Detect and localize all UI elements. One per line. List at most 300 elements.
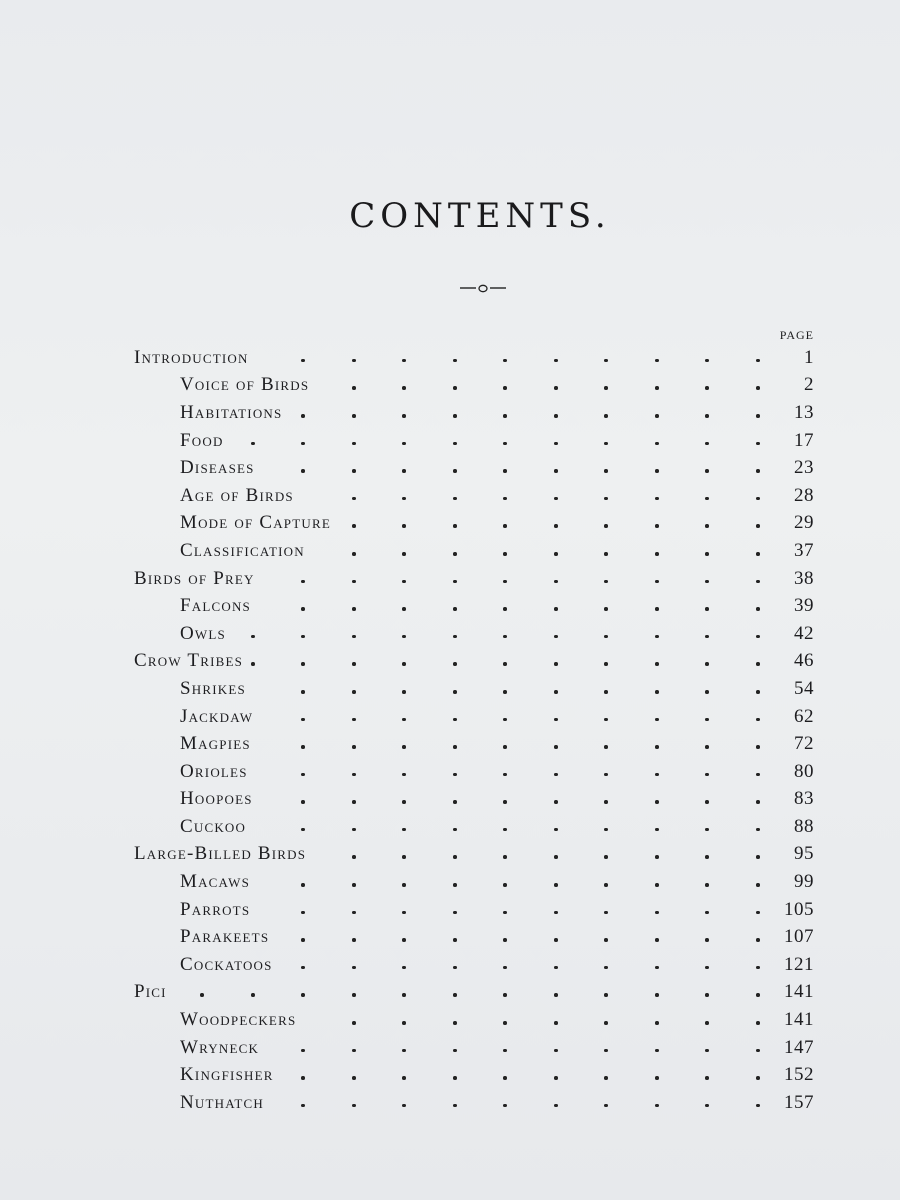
leader-dot: [756, 414, 760, 418]
leader-dot: [503, 773, 507, 777]
leader-dot: [655, 552, 659, 556]
leader-dot: [453, 745, 457, 749]
leader-dot: [756, 359, 760, 363]
leader-dot: [756, 883, 760, 887]
leader-dot: [756, 1076, 760, 1080]
leader-dot: [352, 1104, 356, 1108]
leader-dot: [604, 552, 608, 556]
leader-dot: [655, 469, 659, 473]
toc-entry-title: Jackdaw: [180, 705, 254, 727]
leader-dot: [251, 993, 255, 997]
leader-dot: [604, 911, 608, 915]
dot-leader: [0, 399, 900, 427]
toc-entry: [0, 592, 900, 620]
leader-dot: [756, 607, 760, 611]
leader-dot: [402, 414, 406, 418]
leader-dot: [655, 662, 659, 666]
toc-entry-title: Voice of Birds: [180, 374, 310, 396]
toc-entry-page: 1: [804, 346, 814, 368]
leader-dot: [503, 1049, 507, 1053]
toc-entry-title: Parrots: [180, 898, 251, 920]
leader-dot: [604, 883, 608, 887]
leader-dot: [554, 855, 558, 859]
dot-leader: [0, 951, 900, 979]
leader-dot: [503, 552, 507, 556]
leader-dot: [352, 911, 356, 915]
toc-entry-title: Classification: [180, 539, 305, 561]
leader-dot: [402, 469, 406, 473]
toc-entry-title: Parakeets: [180, 926, 270, 948]
leader-dot: [301, 745, 305, 749]
page-column-heading: PAGE: [779, 328, 814, 342]
leader-dot: [352, 662, 356, 666]
leader-dot: [402, 745, 406, 749]
toc-entry: [0, 482, 900, 510]
leader-dot: [352, 359, 356, 363]
leader-dot: [604, 442, 608, 446]
leader-dot: [402, 773, 406, 777]
leader-dot: [453, 773, 457, 777]
leader-dot: [301, 690, 305, 694]
dot-leader: [0, 592, 900, 620]
leader-dot: [503, 800, 507, 804]
leader-dot: [453, 607, 457, 611]
toc-entry-title: Magpies: [180, 733, 251, 755]
toc-entry-title: Orioles: [180, 760, 248, 782]
toc-entry-page: 28: [794, 484, 814, 506]
toc-entry-page: 37: [794, 539, 814, 561]
leader-dot: [604, 855, 608, 859]
leader-dot: [453, 800, 457, 804]
leader-dot: [655, 911, 659, 915]
toc-entry-title: Cuckoo: [180, 815, 247, 837]
leader-dot: [554, 690, 558, 694]
toc-entry-page: 105: [784, 898, 814, 920]
leader-dot: [554, 524, 558, 528]
leader-dot: [352, 552, 356, 556]
leader-dot: [655, 359, 659, 363]
leader-dot: [453, 442, 457, 446]
toc-entry: [0, 1061, 900, 1089]
dot-leader: [0, 537, 900, 565]
leader-dot: [352, 718, 356, 722]
leader-dot: [301, 414, 305, 418]
leader-dot: [200, 993, 204, 997]
leader-dot: [301, 1104, 305, 1108]
toc-entry: [0, 648, 900, 676]
toc-entry-title: Nuthatch: [180, 1091, 264, 1113]
leader-dot: [503, 497, 507, 501]
leader-dot: [453, 911, 457, 915]
leader-dot: [402, 635, 406, 639]
dot-leader: [0, 372, 900, 400]
leader-dot: [301, 828, 305, 832]
leader-dot: [503, 938, 507, 942]
leader-dot: [554, 497, 558, 501]
leader-dot: [352, 966, 356, 970]
toc-entry-page: 29: [794, 512, 814, 534]
toc-entry: [0, 813, 900, 841]
leader-dot: [604, 1049, 608, 1053]
leader-dot: [756, 773, 760, 777]
leader-dot: [503, 359, 507, 363]
toc-entry: [0, 427, 900, 455]
leader-dot: [604, 469, 608, 473]
leader-dot: [301, 966, 305, 970]
leader-dot: [352, 883, 356, 887]
leader-dot: [554, 828, 558, 832]
leader-dot: [503, 1021, 507, 1025]
toc-entry-page: 88: [794, 815, 814, 837]
leader-dot: [503, 635, 507, 639]
leader-dot: [554, 414, 558, 418]
leader-dot: [655, 745, 659, 749]
leader-dot: [503, 442, 507, 446]
toc-entry: [0, 1034, 900, 1062]
toc-entry-title: Shrikes: [180, 677, 246, 699]
toc-entry-title: Introduction: [134, 346, 249, 368]
leader-dot: [301, 469, 305, 473]
leader-dot: [503, 580, 507, 584]
leader-dot: [301, 800, 305, 804]
leader-dot: [705, 1021, 709, 1025]
leader-dot: [705, 1049, 709, 1053]
leader-dot: [604, 1021, 608, 1025]
toc-entry-page: 121: [784, 953, 814, 975]
toc-entry: [0, 399, 900, 427]
leader-dot: [301, 607, 305, 611]
leader-dot: [503, 607, 507, 611]
leader-dot: [756, 966, 760, 970]
leader-dot: [453, 883, 457, 887]
leader-dot: [705, 800, 709, 804]
leader-dot: [655, 993, 659, 997]
leader-dot: [756, 800, 760, 804]
dot-leader: [0, 1034, 900, 1062]
leader-dot: [604, 718, 608, 722]
toc-entry-page: 42: [794, 622, 814, 644]
leader-dot: [705, 497, 709, 501]
leader-dot: [604, 1104, 608, 1108]
leader-dot: [604, 773, 608, 777]
leader-dot: [554, 607, 558, 611]
dot-leader: [0, 648, 900, 676]
leader-dot: [554, 1104, 558, 1108]
leader-dot: [503, 469, 507, 473]
leader-dot: [503, 828, 507, 832]
leader-dot: [705, 1104, 709, 1108]
leader-dot: [402, 911, 406, 915]
toc-entry: [0, 620, 900, 648]
leader-dot: [655, 1104, 659, 1108]
toc-entry: [0, 841, 900, 869]
leader-dot: [402, 607, 406, 611]
leader-dot: [453, 1104, 457, 1108]
leader-dot: [352, 497, 356, 501]
leader-dot: [402, 662, 406, 666]
toc-entry-page: 157: [784, 1091, 814, 1113]
leader-dot: [554, 580, 558, 584]
leader-dot: [604, 524, 608, 528]
toc-entry-page: 72: [794, 733, 814, 755]
leader-dot: [453, 414, 457, 418]
leader-dot: [655, 607, 659, 611]
leader-dot: [705, 745, 709, 749]
toc-entry-title: Wryneck: [180, 1036, 260, 1058]
leader-dot: [301, 993, 305, 997]
toc-entry-page: 23: [794, 457, 814, 479]
leader-dot: [402, 524, 406, 528]
toc-entry: [0, 979, 900, 1007]
toc-entry-title: Age of Birds: [180, 484, 294, 506]
toc-entry: [0, 675, 900, 703]
leader-dot: [705, 911, 709, 915]
leader-dot: [301, 1049, 305, 1053]
leader-dot: [705, 524, 709, 528]
toc-entry-page: 54: [794, 677, 814, 699]
leader-dot: [756, 1104, 760, 1108]
dot-leader: [0, 565, 900, 593]
leader-dot: [705, 580, 709, 584]
leader-dot: [503, 690, 507, 694]
leader-dot: [756, 938, 760, 942]
leader-dot: [655, 524, 659, 528]
leader-dot: [402, 938, 406, 942]
leader-dot: [655, 966, 659, 970]
leader-dot: [352, 414, 356, 418]
leader-dot: [301, 938, 305, 942]
leader-dot: [352, 1076, 356, 1080]
leader-dot: [554, 745, 558, 749]
leader-dot: [705, 607, 709, 611]
leader-dot: [604, 386, 608, 390]
leader-dot: [402, 690, 406, 694]
leader-dot: [655, 1021, 659, 1025]
leader-dot: [503, 386, 507, 390]
leader-dot: [705, 386, 709, 390]
toc-entry: [0, 372, 900, 400]
leader-dot: [453, 1076, 457, 1080]
toc-entry-title: Hoopoes: [180, 788, 253, 810]
toc-entry-page: 107: [784, 926, 814, 948]
leader-dot: [352, 469, 356, 473]
leader-dot: [352, 745, 356, 749]
leader-dot: [301, 1076, 305, 1080]
leader-dot: [453, 662, 457, 666]
leader-dot: [705, 635, 709, 639]
dot-leader: [0, 1089, 900, 1117]
toc-entry: [0, 703, 900, 731]
leader-dot: [554, 1021, 558, 1025]
dot-leader: [0, 730, 900, 758]
leader-dot: [604, 359, 608, 363]
leader-dot: [402, 359, 406, 363]
toc-entry: [0, 896, 900, 924]
leader-dot: [503, 745, 507, 749]
leader-dot: [503, 966, 507, 970]
leader-dot: [554, 662, 558, 666]
leader-dot: [402, 966, 406, 970]
toc-entry: [0, 454, 900, 482]
leader-dot: [453, 524, 457, 528]
leader-dot: [453, 1049, 457, 1053]
leader-dot: [554, 386, 558, 390]
toc-entry-title: Macaws: [180, 871, 251, 893]
toc-entry-page: 46: [794, 650, 814, 672]
leader-dot: [402, 855, 406, 859]
leader-dot: [655, 800, 659, 804]
leader-dot: [655, 773, 659, 777]
leader-dot: [352, 993, 356, 997]
toc-entry: [0, 786, 900, 814]
leader-dot: [301, 911, 305, 915]
leader-dot: [503, 1104, 507, 1108]
leader-dot: [604, 607, 608, 611]
leader-dot: [503, 911, 507, 915]
leader-dot: [604, 745, 608, 749]
toc-entry-page: 38: [794, 567, 814, 589]
leader-dot: [352, 580, 356, 584]
leader-dot: [453, 855, 457, 859]
leader-dot: [604, 1076, 608, 1080]
leader-dot: [705, 993, 709, 997]
leader-dot: [402, 1076, 406, 1080]
toc-entry-title: Owls: [180, 622, 226, 644]
dot-leader: [0, 923, 900, 951]
leader-dot: [301, 580, 305, 584]
leader-dot: [352, 524, 356, 528]
leader-dot: [352, 386, 356, 390]
leader-dot: [503, 718, 507, 722]
leader-dot: [554, 773, 558, 777]
leader-dot: [655, 883, 659, 887]
leader-dot: [705, 966, 709, 970]
leader-dot: [705, 828, 709, 832]
toc-entry: [0, 510, 900, 538]
leader-dot: [453, 993, 457, 997]
leader-dot: [756, 386, 760, 390]
leader-dot: [503, 883, 507, 887]
toc-entry-page: 39: [794, 595, 814, 617]
leader-dot: [453, 497, 457, 501]
toc-entry-page: 141: [784, 1009, 814, 1031]
leader-dot: [402, 442, 406, 446]
dot-leader: [0, 786, 900, 814]
leader-dot: [453, 635, 457, 639]
leader-dot: [756, 662, 760, 666]
toc-entry-page: 152: [784, 1064, 814, 1086]
leader-dot: [402, 828, 406, 832]
toc-entry-page: 13: [794, 401, 814, 423]
leader-dot: [604, 800, 608, 804]
dot-leader: [0, 427, 900, 455]
leader-dot: [655, 855, 659, 859]
leader-dot: [554, 359, 558, 363]
leader-dot: [503, 662, 507, 666]
leader-dot: [655, 828, 659, 832]
leader-dot: [352, 690, 356, 694]
leader-dot: [453, 580, 457, 584]
leader-dot: [604, 497, 608, 501]
dot-leader: [0, 454, 900, 482]
page-title: CONTENTS.: [349, 196, 611, 236]
leader-dot: [301, 718, 305, 722]
leader-dot: [604, 414, 608, 418]
toc-entry-title: Food: [180, 429, 224, 451]
leader-dot: [756, 580, 760, 584]
leader-dot: [301, 773, 305, 777]
toc-entry: [0, 868, 900, 896]
leader-dot: [554, 883, 558, 887]
leader-dot: [756, 1021, 760, 1025]
toc-entry-page: 99: [794, 871, 814, 893]
toc-entry: [0, 1089, 900, 1117]
leader-dot: [655, 442, 659, 446]
leader-dot: [655, 635, 659, 639]
leader-dot: [352, 938, 356, 942]
toc-entry: [0, 344, 900, 372]
leader-dot: [554, 718, 558, 722]
leader-dot: [655, 1049, 659, 1053]
toc-entry: [0, 951, 900, 979]
dot-leader: [0, 758, 900, 786]
leader-dot: [705, 662, 709, 666]
leader-dot: [301, 359, 305, 363]
leader-dot: [402, 883, 406, 887]
leader-dot: [554, 911, 558, 915]
leader-dot: [756, 745, 760, 749]
toc-entry-title: Cockatoos: [180, 953, 273, 975]
leader-dot: [301, 442, 305, 446]
leader-dot: [554, 800, 558, 804]
leader-dot: [402, 1049, 406, 1053]
leader-dot: [554, 1049, 558, 1053]
leader-dot: [503, 855, 507, 859]
dot-leader: [0, 1061, 900, 1089]
leader-dot: [402, 800, 406, 804]
leader-dot: [604, 828, 608, 832]
leader-dot: [402, 1021, 406, 1025]
leader-dot: [453, 718, 457, 722]
leader-dot: [402, 386, 406, 390]
toc-entry-title: Crow Tribes: [134, 650, 244, 672]
leader-dot: [756, 828, 760, 832]
dot-leader: [0, 620, 900, 648]
toc-entry-title: Large-Billed Birds: [134, 843, 307, 865]
leader-dot: [554, 966, 558, 970]
leader-dot: [756, 497, 760, 501]
leader-dot: [402, 993, 406, 997]
leader-dot: [604, 580, 608, 584]
toc-entry: [0, 1006, 900, 1034]
leader-dot: [352, 855, 356, 859]
leader-dot: [453, 359, 457, 363]
leader-dot: [402, 1104, 406, 1108]
dot-leader: [0, 841, 900, 869]
leader-dot: [604, 993, 608, 997]
leader-dot: [301, 883, 305, 887]
leader-dot: [705, 773, 709, 777]
dot-leader: [0, 510, 900, 538]
show-through-text: [600, 0, 820, 168]
toc-entry: [0, 730, 900, 758]
toc-entry-page: 141: [784, 981, 814, 1003]
leader-dot: [251, 662, 255, 666]
leader-dot: [705, 938, 709, 942]
toc-entry-page: 62: [794, 705, 814, 727]
leader-dot: [705, 442, 709, 446]
leader-dot: [655, 386, 659, 390]
